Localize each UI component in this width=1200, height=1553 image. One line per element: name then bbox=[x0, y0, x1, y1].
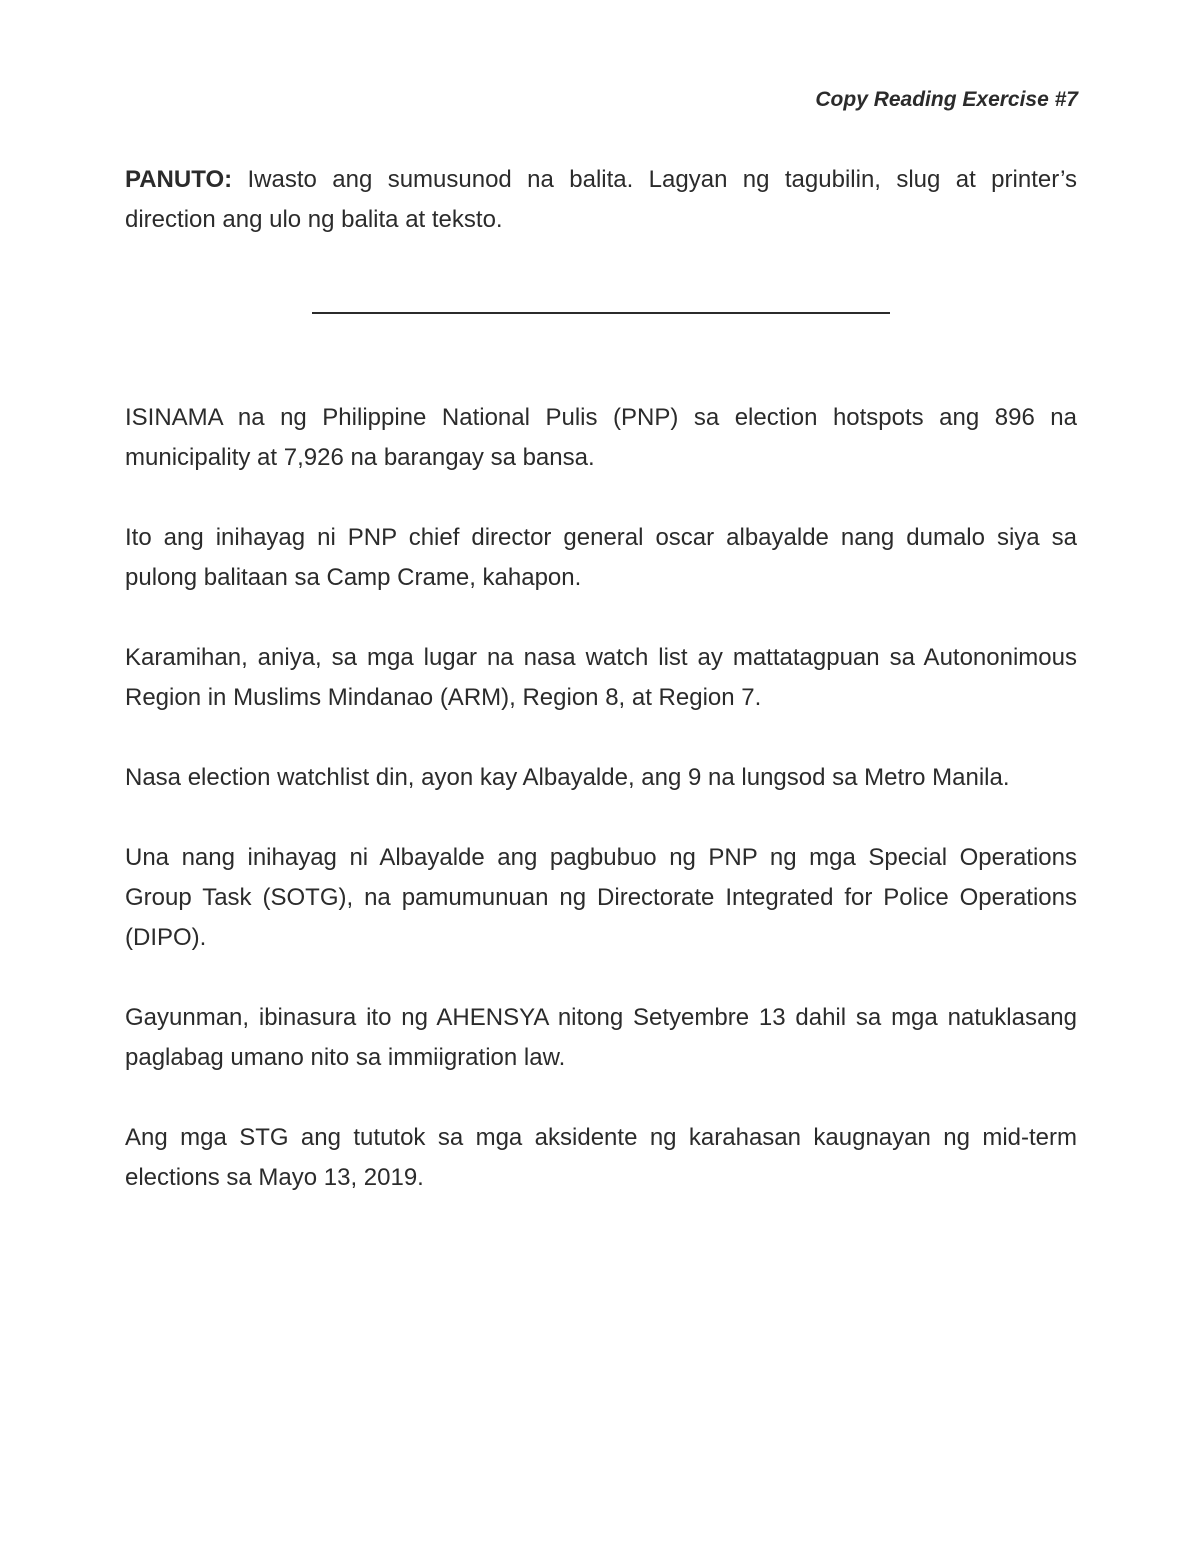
article-body bbox=[125, 398, 1077, 1238]
article-paragraph-6: Gayunman, ibinasura ito ng AHENSYA nitong Setyembre 13 dahil sa mga natuklasang paglabag umano nito sa immiigration law. bbox=[125, 1004, 1077, 1071]
article-paragraph-4: Nasa election watchlist din, ayon kay Albayalde, ang 9 na lungsod sa Metro Manila. bbox=[125, 764, 1010, 791]
instruction-text: Iwasto ang sumusunod na balita. Lagyan ng tagubilin, slug at printer’s direction ang ulo ng balita at teksto. bbox=[125, 166, 1077, 233]
article-paragraph-1: ISINAMA na ng Philippine National Pulis (PNP) sa election hotspots ang 896 na municipality at 7,926 na barangay sa bansa. bbox=[125, 404, 1077, 471]
article-paragraph-5: Una nang inihayag ni Albayalde ang pagbubuo ng PNP ng mga Special Operations Group Task (SOTG), na pamumunuan ng Directorate Integrated for Police Operations (DIPO). bbox=[125, 844, 1077, 951]
article-paragraph-7: Ang mga STG ang tututok sa mga aksidente ng karahasan kaugnayan ng mid-term elections sa Mayo 13, 2019. bbox=[125, 1124, 1077, 1191]
headline-blank-line bbox=[312, 312, 890, 314]
article-paragraph-2: Ito ang inihayag ni PNP chief director general oscar albayalde nang dumalo siya sa pulong balitaan sa Camp Crame, kahapon. bbox=[125, 524, 1077, 591]
article-paragraph-3: Karamihan, aniya, sa mga lugar na nasa watch list ay mattatagpuan sa Autononimous Region in Muslims Mindanao (ARM), Region 8, at Region 7. bbox=[125, 644, 1077, 711]
instruction-paragraph bbox=[125, 160, 1077, 240]
exercise-label: Copy Reading Exercise #7 bbox=[815, 88, 1078, 111]
instruction-lead: PANUTO: bbox=[125, 166, 233, 193]
